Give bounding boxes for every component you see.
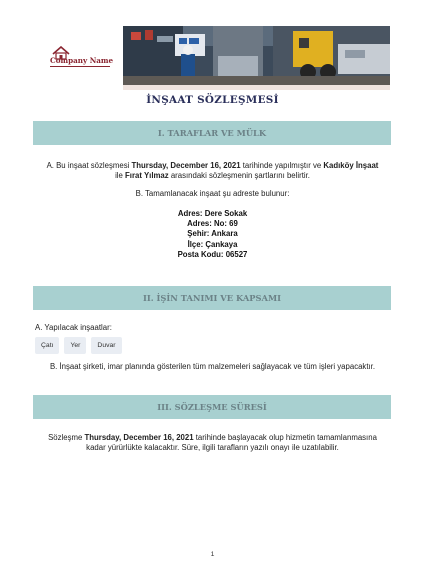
logo-text: Company Name: [50, 56, 114, 65]
construction-type-list: [35, 337, 122, 354]
party-1: Kadıköy İnşaat: [323, 161, 379, 170]
page-number: 1: [210, 551, 215, 558]
section-heading-scope: II. İŞİN TANIMI VE KAPSAMI: [33, 286, 391, 310]
address-block: [0, 209, 425, 260]
company-logo: [50, 46, 114, 70]
chip-floor[interactable]: Yer: [64, 337, 86, 354]
address-city: Şehir: Ankara: [187, 229, 238, 239]
term-start-date: Thursday, December 16, 2021: [84, 433, 194, 442]
paragraph-materials: B. İnşaat şirketi, imar planında gösterilen tüm malzemeleri sağlayacak ve tüm işleri yapacaktır.: [49, 362, 375, 371]
section-heading-term: III. SÖZLEŞME SÜRESİ: [33, 395, 391, 419]
page-title: İNŞAAT SÖZLEŞMESİ: [146, 94, 279, 106]
address-postal: Posta Kodu: 06527: [177, 249, 248, 259]
section-heading-parties: I. TARAFLAR VE MÜLK: [33, 121, 391, 145]
photo-caption-band: [123, 85, 390, 90]
address-number: Adres: No: 69: [187, 219, 238, 229]
chip-roof[interactable]: Çatı: [35, 337, 59, 354]
contract-date: Thursday, December 16, 2021: [131, 161, 241, 170]
address-district: İlçe: Çankaya: [187, 239, 238, 249]
construction-site-photo: [123, 26, 390, 85]
constructions-label: A. Yapılacak inşaatlar:: [35, 323, 112, 332]
address-street: Adres: Dere Sokak: [177, 209, 248, 218]
paragraph-term: Sözleşme Thursday, December 16, 2021 tarihinde başlayacak olup hizmetin tamamlanmasına kadar yürürlükte kalacaktır. Süre, ilgili tarafların yazılı onayı ile uzatılabilir.: [48, 433, 377, 453]
paragraph-location: B. Tamamlanacak inşaat şu adreste bulunur:: [135, 189, 290, 198]
paragraph-parties: A. Bu inşaat sözleşmesi Thursday, December 16, 2021 tarihinde yapılmıştır ve Kadıköy İnşaat ile Fırat Yılmaz arasındaki sözleşmenin şartlarını belirtir.: [46, 161, 379, 181]
logo-underline: [50, 66, 110, 67]
party-2: Fırat Yılmaz: [125, 171, 169, 181]
chip-wall[interactable]: Duvar: [91, 337, 121, 354]
